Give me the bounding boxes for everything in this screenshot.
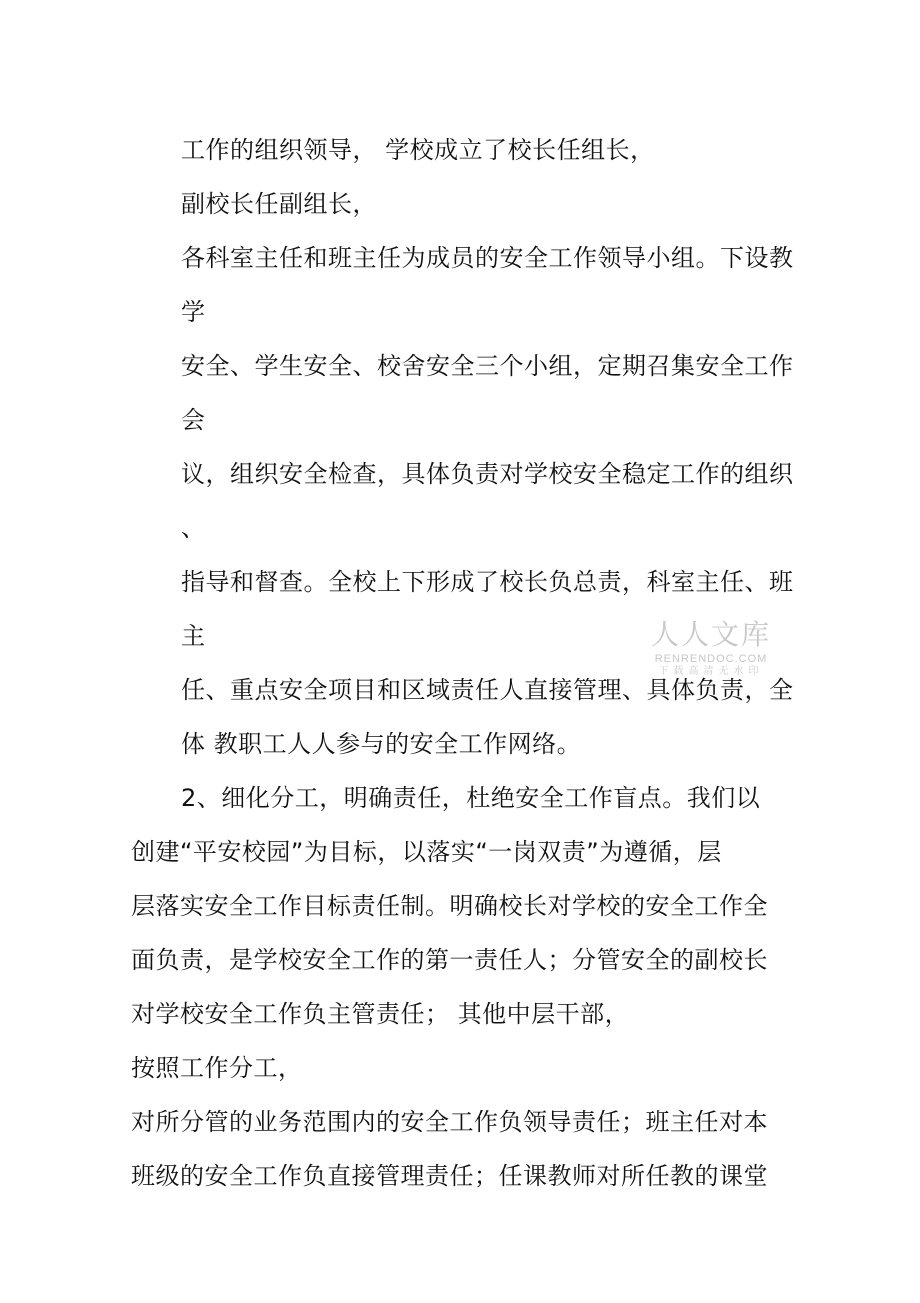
text-line: 、	[181, 514, 206, 542]
text-line: 任、重点安全项目和区域责任人直接管理、具体负责，全	[181, 676, 794, 704]
text-line: 指导和督查。全校上下形成了校长负总责，科室主任、班	[181, 568, 794, 596]
text-line: 面负责，是学校安全工作的第一责任人；分管安全的副校长	[131, 946, 768, 974]
text-line: 创建“平安校园”为目标，以落实“一岗双责”为遵循，层	[131, 838, 722, 866]
watermark-title: 人人文库	[650, 618, 771, 651]
text-line: 会	[181, 406, 206, 434]
text-line: 2、细化分工，明确责任，杜绝安全工作盲点。我们以	[181, 784, 761, 812]
watermark-tagline: 下载高清无水印	[658, 666, 764, 677]
text-line: 安全、学生安全、校舍安全三个小组，定期召集安全工作	[181, 352, 794, 380]
text-line: 主	[181, 622, 206, 650]
text-line: 班级的安全工作负直接管理责任；任课教师对所任教的课堂	[131, 1162, 768, 1190]
text-line: 层落实安全工作目标责任制。明确校长对学校的安全工作全	[131, 892, 768, 920]
text-line: 副校长任副组长，	[181, 190, 377, 218]
text-line: 体 教职工人人参与的安全工作网络。	[181, 730, 582, 758]
watermark-domain: RENRENDOC.COM	[654, 653, 768, 665]
text-line: 各科室主任和班主任为成员的安全工作领导小组。下设教	[181, 244, 794, 272]
text-line: 议，组织安全检查，具体负责对学校安全稳定工作的组织	[181, 460, 794, 488]
text-line: 学	[181, 298, 206, 326]
text-line: 对学校安全工作负主管责任； 其他中层干部，	[131, 1000, 630, 1028]
watermark-logo	[646, 618, 776, 678]
text-line: 按照工作分工，	[131, 1054, 303, 1082]
text-line: 工作的组织领导， 学校成立了校长任组长，	[181, 136, 655, 164]
text-line: 对所分管的业务范围内的安全工作负领导责任；班主任对本	[131, 1108, 768, 1136]
